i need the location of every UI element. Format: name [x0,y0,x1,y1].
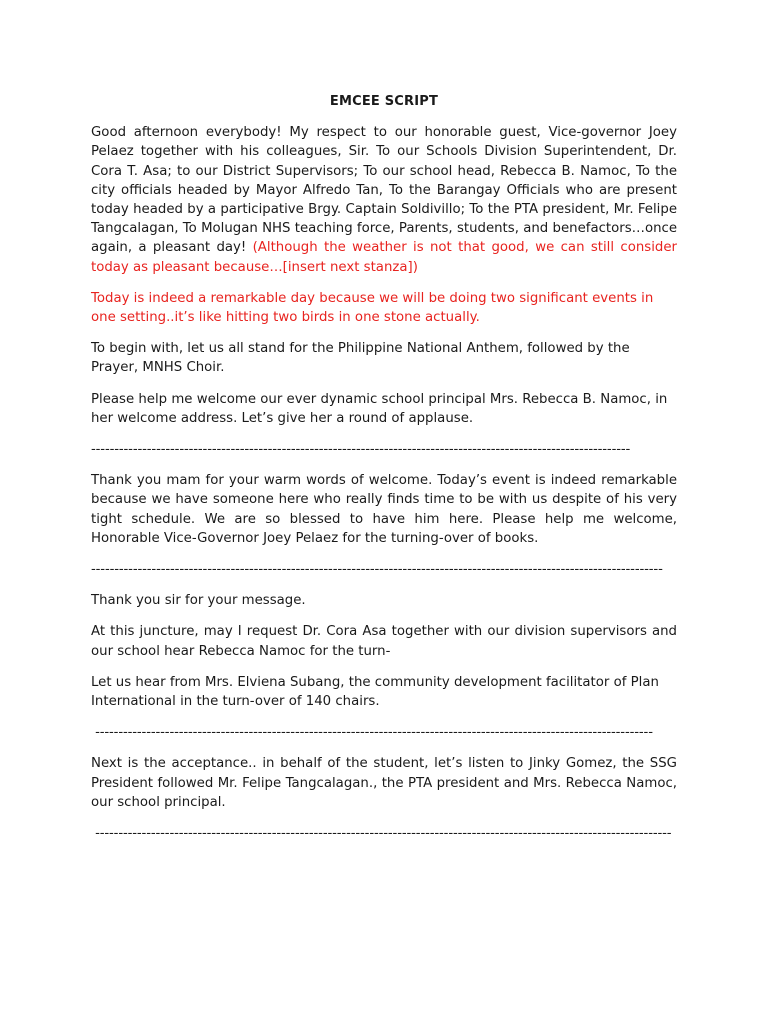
section-divider: -------------------------------------------------------------------------------------------------------------------- [91,442,631,458]
thank-you-sir-paragraph: Thank you sir for your message. [91,593,306,609]
section-divider: --------------------------------------------------------------------------------------------------------------------------- [91,562,663,578]
acceptance-paragraph: Next is the acceptance.. in behalf of the student, let’s listen to Jinky Gomez, the SSG President followed Mr. Felipe Tangcalagan., the PTA president and Mrs. Rebecca Namoc, our school principal. [91,756,677,810]
thank-you-mam-paragraph: Thank you mam for your warm words of welcome. Today’s event is indeed remarkable because we have someone here who really finds time to be with us despite of his very tight schedule. We are so blessed to have him here. Please help me welcome, Honorable Vice-Governor Joey Pelaez for the turning-over of books. [91,473,677,546]
juncture-paragraph: At this juncture, may I request Dr. Cora Asa together with our division supervisors and our school hear Rebecca Namoc for the turn- [91,624,677,659]
greeting-paragraph [91,123,677,277]
section-divider: ------------------------------------------------------------------------------------------------------------------------ [91,725,653,741]
document-title: EMCEE SCRIPT [329,94,439,109]
greeting-note: (Although the weather is not that good, we can still consider today as pleasant because…[insert next stanza]) [91,240,677,275]
remarkable-day-paragraph: Today is indeed a remarkable day because we will be doing two significant events in one setting..it’s like hitting two birds in one stone actually. [91,290,654,326]
anthem-paragraph: To begin with, let us all stand for the Philippine National Anthem, followed by the Prayer, MNHS Choir. [91,341,630,376]
welcome-principal-paragraph: Please help me welcome our ever dynamic school principal Mrs. Rebecca B. Namoc, in her welcome address. Let’s give her a round of applause. [91,391,668,426]
plan-international-paragraph: Let us hear from Mrs. Elviena Subang, the community development facilitator of Plan International in the turn-over of 140 chairs. [91,674,659,710]
greeting-text: Good afternoon everybody! My respect to our honorable guest, Vice-governor Joey Pelaez together with his colleagues, Sir. To our Schools Division Superintendent, Dr. Cora T. Asa; to our District Supervisors; To our school head, Rebecca B. Namoc, To the city officials headed by Mayor Alfredo Tan, To the Barangay Officials who are present today headed by a participative Brgy. Captain Soldivillo; To the PTA president, Mr. Felipe Tangcalagan, To Molugan NHS teaching force, Parents, students, and benefactors…once again, a pleasant day! [91,125,677,256]
section-divider: ---------------------------------------------------------------------------------------------------------------------------- [91,826,672,842]
